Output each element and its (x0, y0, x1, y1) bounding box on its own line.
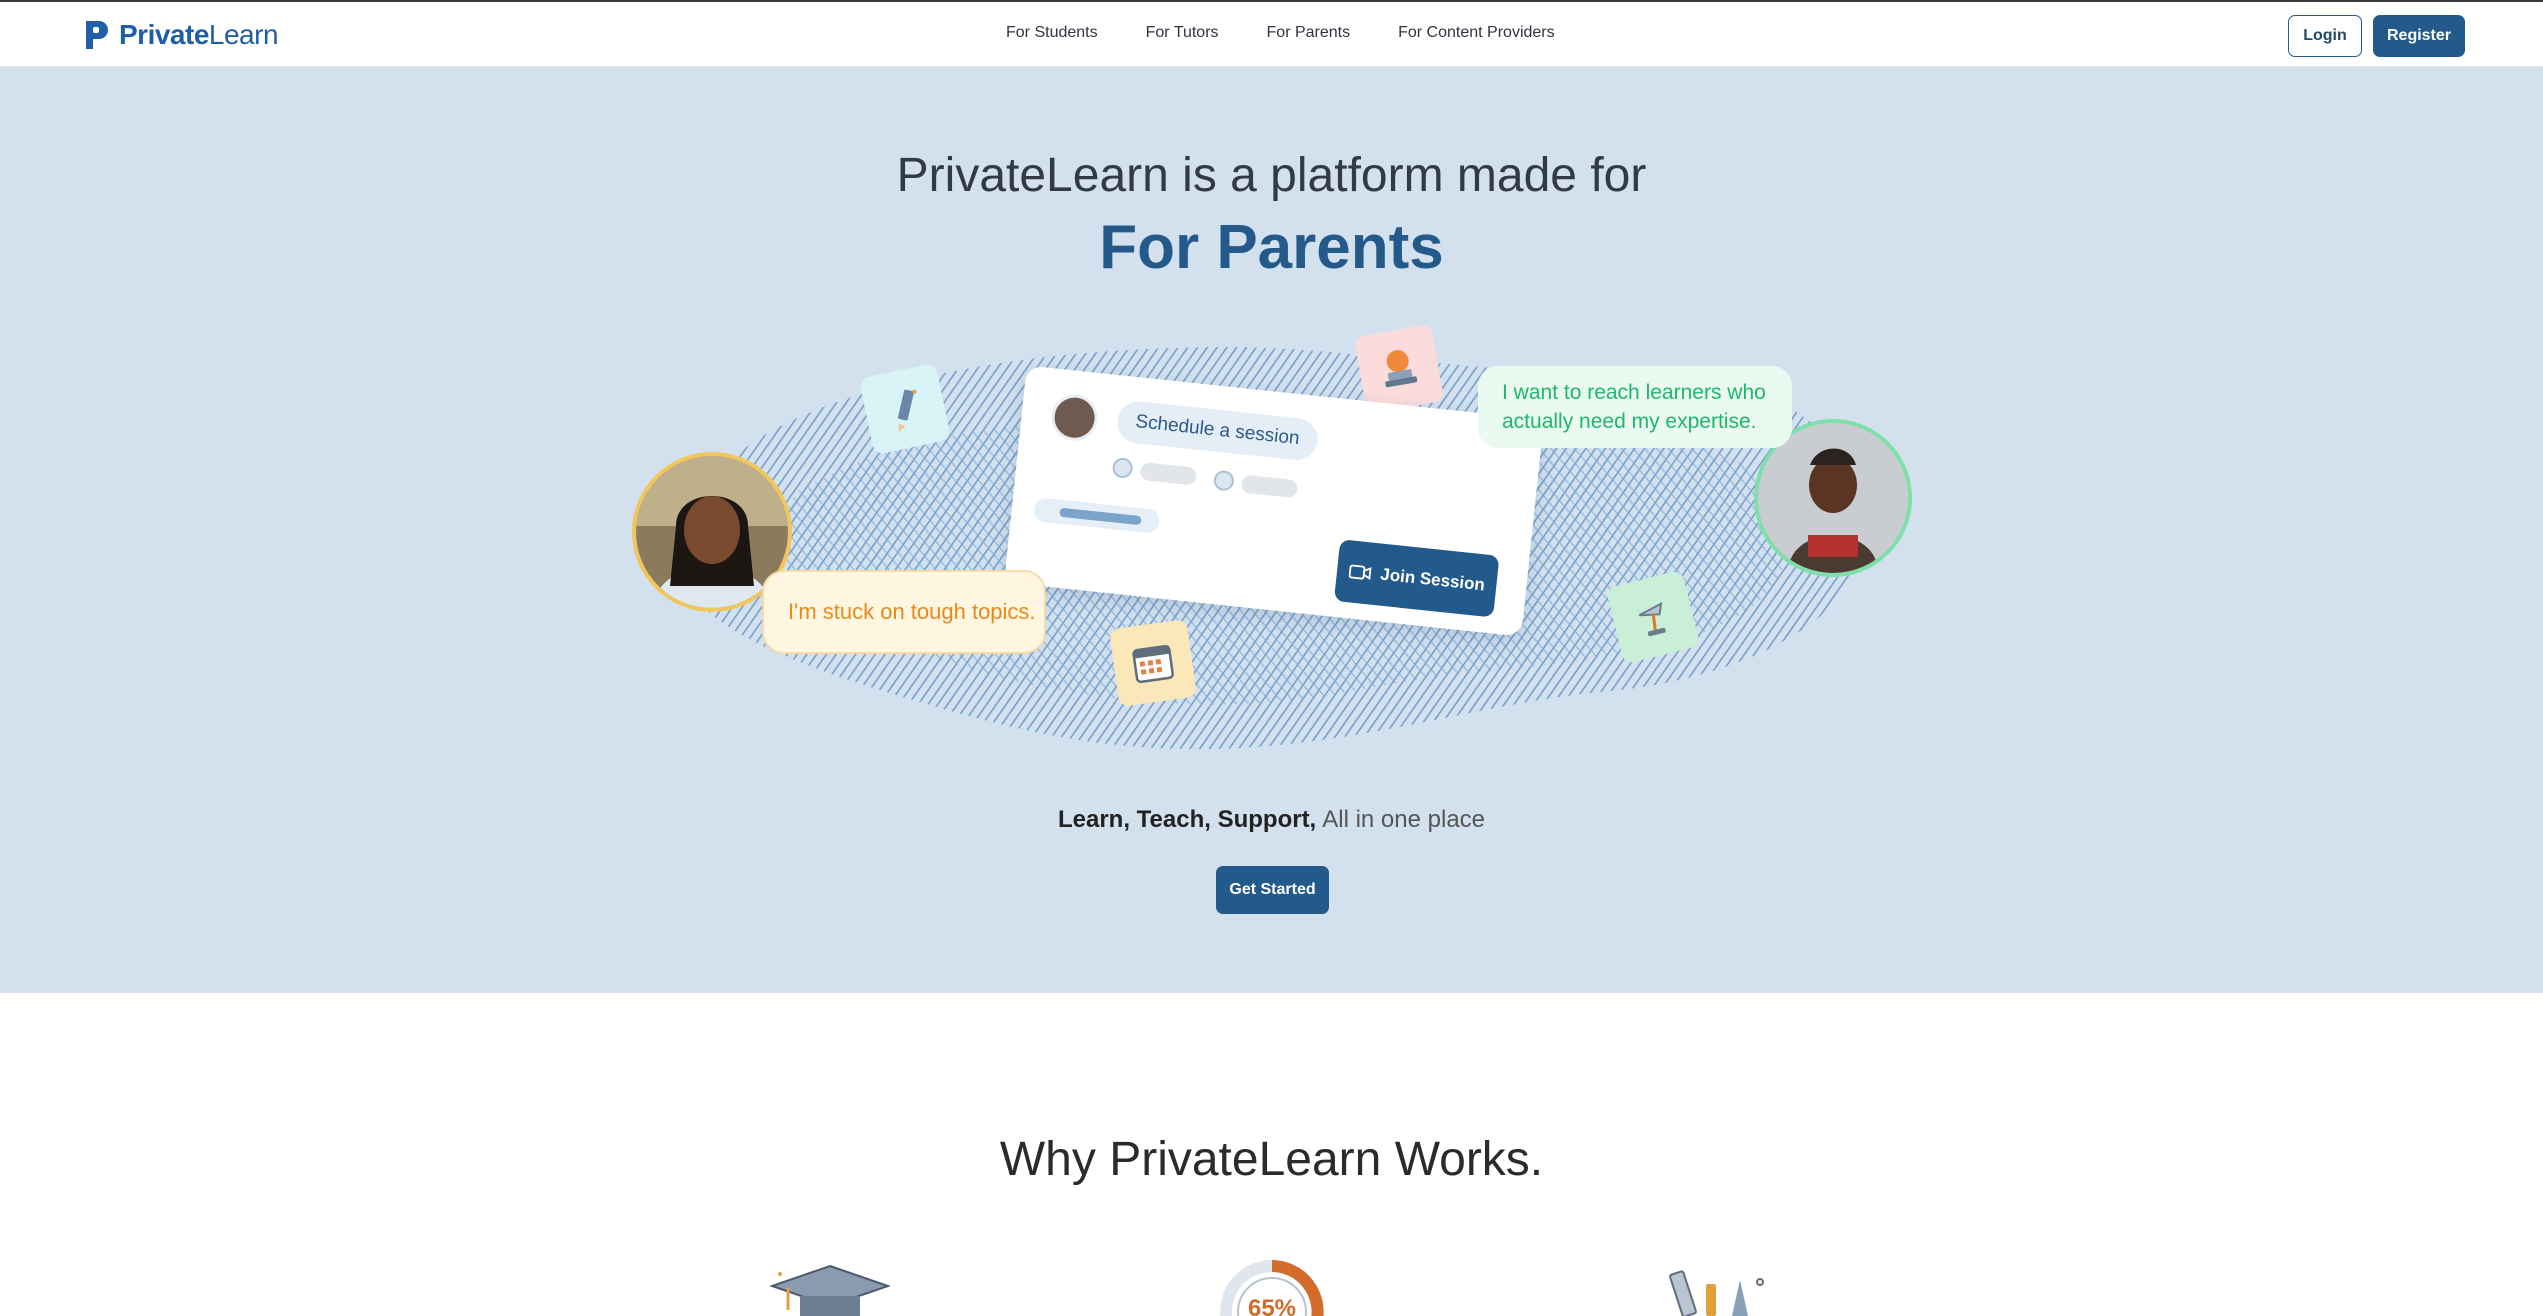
stationery-icon (1660, 1258, 1780, 1316)
tagline-rest: All in one place (1322, 806, 1486, 833)
card-indicator-dot (1213, 470, 1235, 492)
student-speech-bubble: I'm stuck on tough topics. (762, 570, 1046, 654)
logo-p-icon (83, 19, 111, 51)
pencil-icon (878, 382, 933, 437)
card-placeholder-pill (1241, 475, 1299, 499)
progress-ring-icon (1212, 1258, 1332, 1316)
nav-item-parents[interactable]: For Parents (1266, 24, 1351, 41)
provider-speech-bubble: I want to reach learners who actually need my expertise. (1478, 366, 1792, 448)
card-indicator-dot (1112, 457, 1134, 479)
brand-name: PrivateLearn (119, 19, 279, 50)
progress-value: 65% (1247, 1295, 1297, 1316)
nav-item-students[interactable]: For Students (1006, 24, 1098, 41)
register-button[interactable]: Register (2373, 15, 2465, 57)
nav-item-content-providers[interactable]: For Content Providers (1398, 24, 1555, 41)
tagline-bold: Learn, Teach, Support, (1057, 806, 1317, 833)
hero-audience: For Parents (1099, 213, 1444, 282)
join-session-label: Join Session (1379, 564, 1486, 595)
why-section-heading: Why PrivateLearn Works. (999, 1133, 1544, 1186)
calendar-icon (1127, 637, 1179, 689)
graduation-cap-icon (770, 1258, 890, 1316)
get-started-button[interactable]: Get Started (1216, 866, 1329, 914)
tutor-avatar (1049, 392, 1100, 443)
hero-headline: PrivateLearn is a platform made for (896, 149, 1647, 202)
nav-item-tutors[interactable]: For Tutors (1145, 24, 1219, 41)
schedule-session-pill[interactable]: Schedule a session (1115, 399, 1319, 462)
video-camera-icon (1348, 563, 1372, 581)
hero-tagline (0, 806, 2543, 834)
brand-logo[interactable] (83, 18, 278, 52)
pencil-tile (859, 363, 952, 456)
login-button[interactable]: Login (2288, 15, 2362, 57)
top-nav-bar (0, 0, 2543, 67)
join-session-button[interactable] (1334, 539, 1500, 617)
main-nav (1006, 24, 1555, 42)
desk-lamp-icon (1625, 589, 1681, 645)
calendar-tile (1109, 619, 1197, 707)
stamp-icon (1371, 341, 1427, 397)
card-placeholder-pill (1139, 462, 1197, 486)
